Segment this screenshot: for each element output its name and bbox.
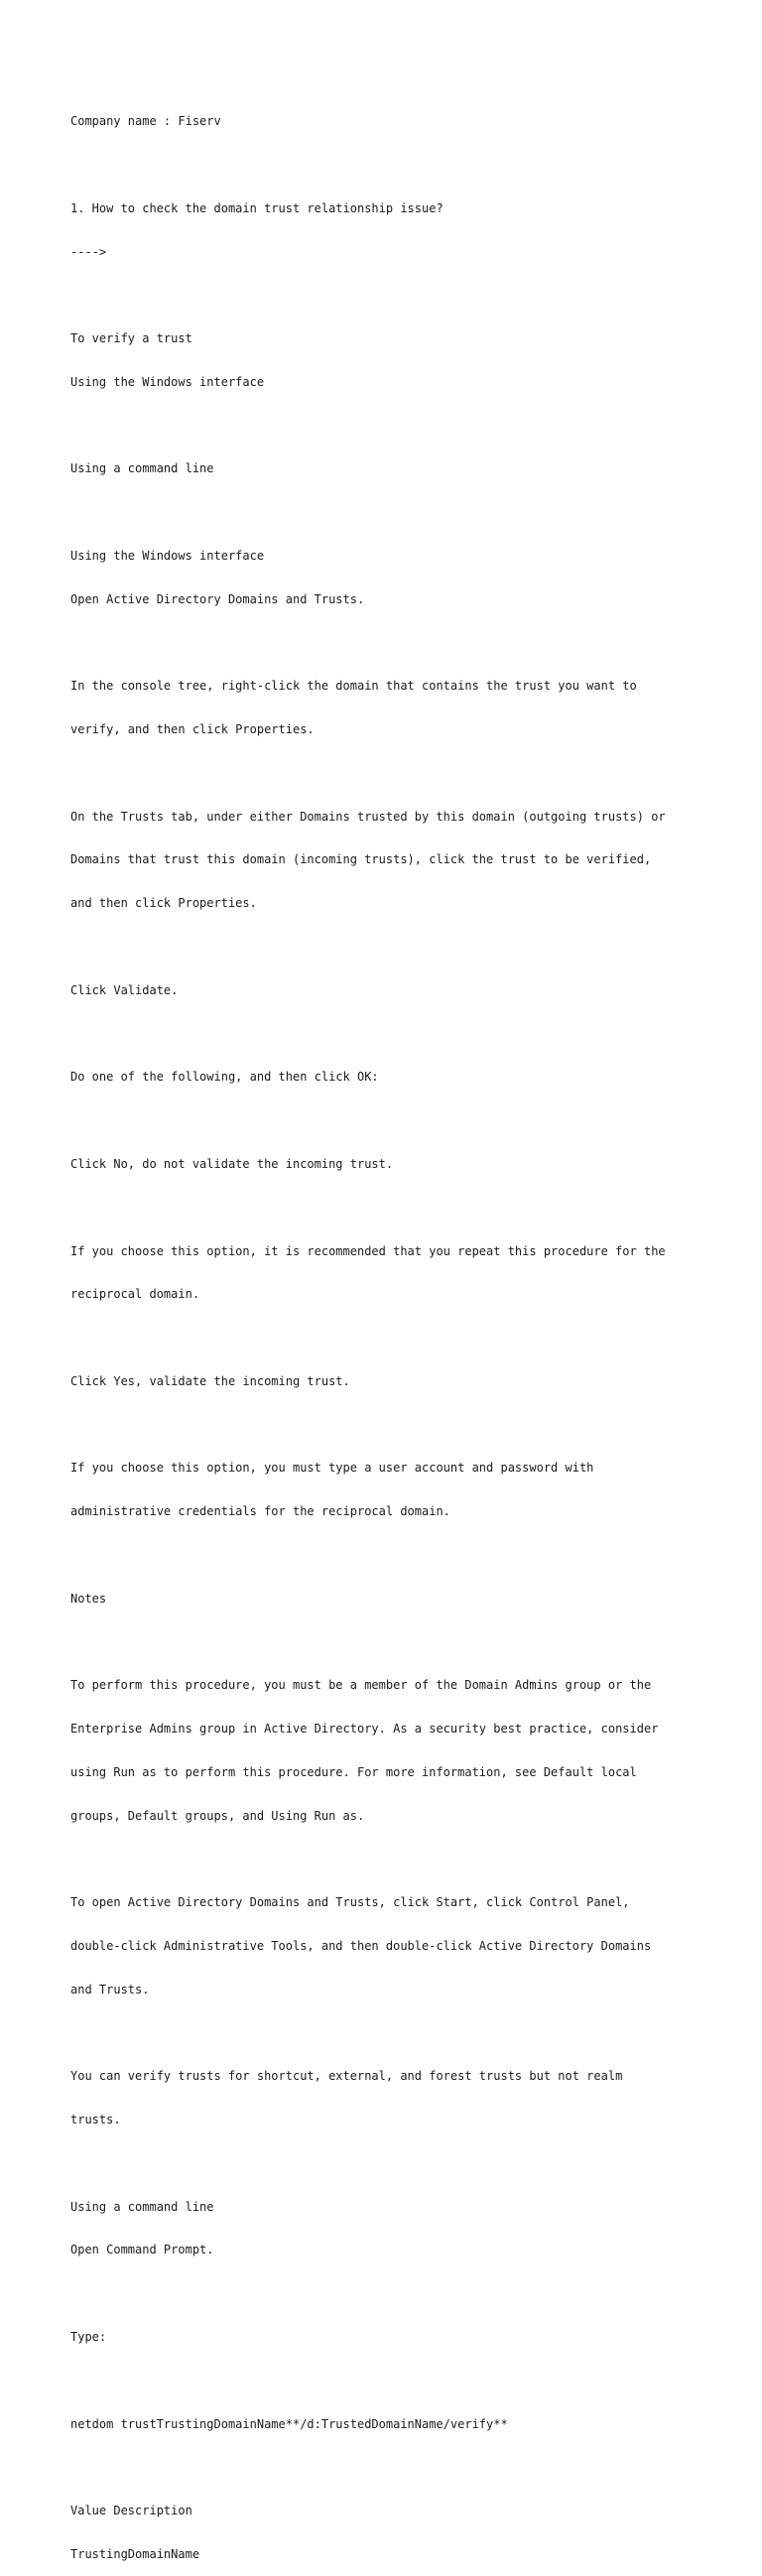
text-line: and Trusts. <box>70 1982 150 1996</box>
text-line: trusts. <box>70 2113 121 2127</box>
question-heading: 1. How to check the domain trust relationship issue? <box>70 200 444 215</box>
text-line: If you choose this option, it is recommended that you repeat this procedure for the <box>70 1243 666 1258</box>
blank-line <box>70 766 705 781</box>
blank-line <box>70 2156 705 2171</box>
notes-heading: Notes <box>70 1591 107 1606</box>
text-line: Open Active Directory Domains and Trusts. <box>70 591 365 606</box>
blank-line <box>70 1027 705 1042</box>
blank-line <box>70 636 705 651</box>
text-line: Using the Windows interface <box>70 374 265 389</box>
command-line: netdom trustTrustingDomainName**/d:TrustedDomainName/verify** <box>70 2416 508 2431</box>
text-line: To perform this procedure, you must be a member of the Domain Admins group or the <box>70 1678 652 1693</box>
blank-line <box>70 940 705 955</box>
blank-line <box>70 1852 705 1867</box>
text-line: You can verify trusts for shortcut, external, and forest trusts but not realm <box>70 2069 623 2084</box>
table-cell: TrustingDomainName <box>70 2546 200 2561</box>
text-line: groups, Default groups, and Using Run as. <box>70 1808 365 1823</box>
blank-line <box>70 505 705 520</box>
blank-line <box>70 288 705 303</box>
blank-line <box>70 1418 705 1433</box>
text-line: In the console tree, right-click the domain that contains the trust you want to <box>70 679 637 694</box>
blank-line <box>70 2374 705 2388</box>
text-line: Using the Windows interface <box>70 549 265 563</box>
text-line: If you choose this option, you must type a user account and password with <box>70 1461 594 1476</box>
text-line: Open Command Prompt. <box>70 2243 214 2257</box>
blank-line <box>70 1201 705 1216</box>
text-line: Do one of the following, and then click OK: <box>70 1070 379 1085</box>
blank-line <box>70 2460 705 2475</box>
blank-line <box>70 1635 705 1650</box>
text-line: Domains that trust this domain (incoming trusts), click the trust to be verified, <box>70 852 652 867</box>
text-line: reciprocal domain. <box>70 1287 200 1302</box>
arrow-line: ----> <box>70 244 107 259</box>
blank-line <box>70 2026 705 2041</box>
text-line: double-click Administrative Tools, and then double-click Active Directory Domains <box>70 1939 652 1953</box>
section-title: To verify a trust <box>70 331 192 346</box>
text-line: administrative credentials for the reciprocal domain. <box>70 1504 450 1519</box>
blank-line <box>70 1113 705 1128</box>
text-line: Using a command line <box>70 461 214 476</box>
text-line: Using a command line <box>70 2199 214 2214</box>
blank-line <box>70 1331 705 1346</box>
text-line: Click No, do not validate the incoming trust. <box>70 1156 394 1171</box>
text-line: and then click Properties. <box>70 896 257 911</box>
text-line: Type: <box>70 2330 107 2345</box>
table-header: Value Description <box>70 2504 192 2518</box>
text-line: To open Active Directory Domains and Trusts, click Start, click Control Panel, <box>70 1895 630 1910</box>
text-line: using Run as to perform this procedure. For more information, see Default local <box>70 1764 637 1779</box>
text-line: On the Trusts tab, under either Domains trusted by this domain (outgoing trusts) or <box>70 809 666 824</box>
company-name-line: Company name : Fiserv <box>70 114 221 129</box>
blank-line <box>70 158 705 173</box>
document-body <box>70 85 705 2576</box>
blank-line <box>70 1548 705 1563</box>
text-line: Click Validate. <box>70 982 179 997</box>
text-line: verify, and then click Properties. <box>70 722 315 737</box>
blank-line <box>70 2286 705 2301</box>
blank-line <box>70 419 705 434</box>
text-line: Enterprise Admins group in Active Directory. As a security best practice, consider <box>70 1722 659 1737</box>
text-line: Click Yes, validate the incoming trust. <box>70 1373 350 1388</box>
